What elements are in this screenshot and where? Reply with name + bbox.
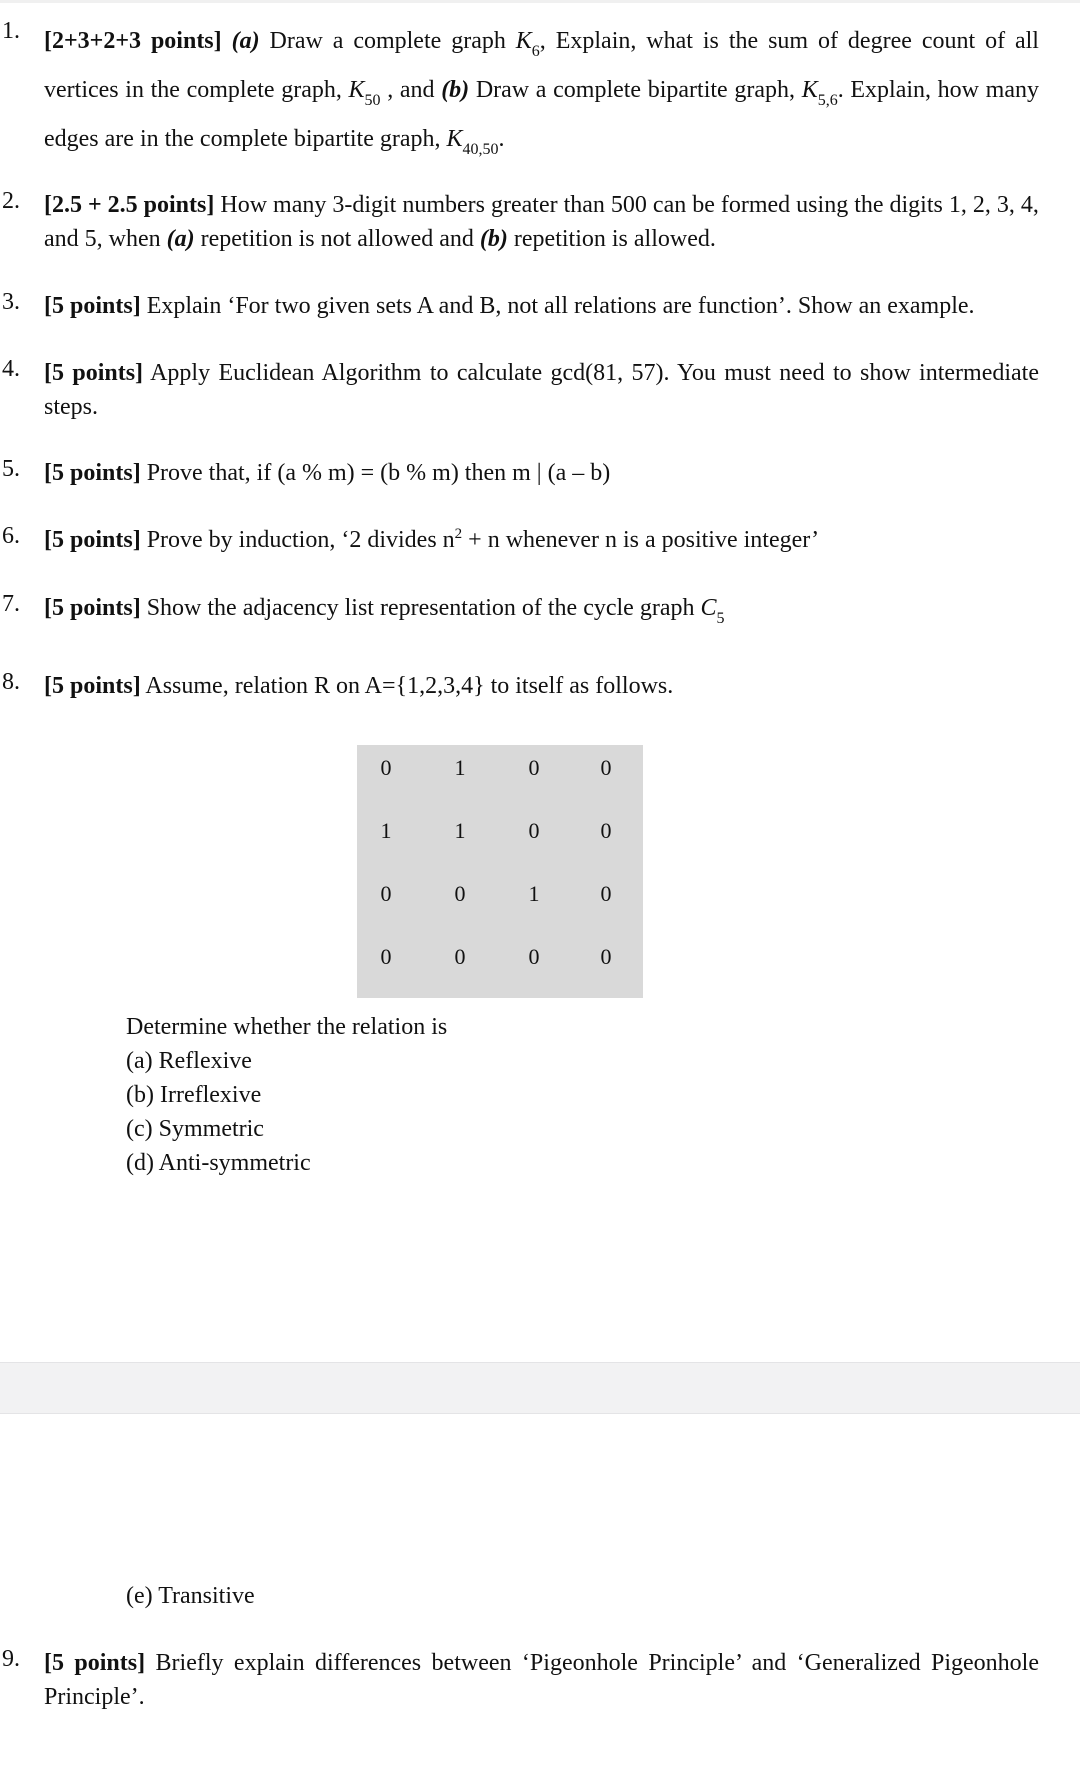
question-text: [5 points] Apply Euclidean Algorithm to calculate gcd(81, 57). You must need to show intermediate steps.	[44, 360, 1039, 420]
relation-matrix	[357, 745, 643, 998]
option-anti-symmetric: (d) Anti-symmetric	[126, 1150, 311, 1176]
option-reflexive: (a) Reflexive	[126, 1048, 252, 1074]
points-label: [5 points]	[44, 673, 141, 699]
points-label: [2+3+2+3 points]	[44, 28, 222, 54]
part-label-a: (a)	[231, 28, 260, 54]
top-divider	[0, 0, 1080, 3]
question-number: 3.	[2, 289, 20, 315]
question-text: [2.5 + 2.5 points] How many 3-digit numbers greater than 500 can be formed using the digits 1, 2, 3, 4, and 5, when (a) repetition is not allowed and (b) repetition is allowed.	[44, 192, 1039, 252]
part-label-a: (a)	[166, 226, 195, 252]
matrix-cell: 0	[528, 818, 540, 843]
points-label: [5 points]	[44, 360, 144, 386]
matrix-cell: 0	[454, 881, 466, 906]
question-text: [5 points] Briefly explain differences between ‘Pigeonhole Principle’ and ‘Generalized Pigeonhole Principle’.	[44, 1650, 1039, 1710]
points-label: [5 points]	[44, 595, 141, 621]
question-text: [5 points] Prove by induction, ‘2 divides $n^2 + n$ whenever n is a positive integer’	[44, 526, 820, 553]
question-number: 5.	[2, 456, 20, 482]
points-label: [2.5 + 2.5 points]	[44, 192, 215, 218]
points-label: [5 points]	[44, 293, 141, 319]
question-number: 6.	[2, 523, 20, 549]
question-number: 9.	[2, 1646, 20, 1672]
question-text: [5 points] Show the adjacency list representation of the cycle graph $C_5$	[44, 595, 725, 627]
part-label-b: (b)	[479, 226, 508, 252]
question-text: [5 points] Explain ‘For two given sets A and B, not all relations are function’. Show an example.	[44, 293, 975, 319]
matrix-cell: 0	[528, 944, 540, 969]
matrix-cell: 1	[528, 881, 540, 906]
matrix-cell: 1	[454, 818, 466, 843]
question-number: 8.	[2, 669, 20, 695]
matrix-cell: 1	[380, 818, 392, 843]
option-symmetric: (c) Symmetric	[126, 1116, 264, 1142]
points-label: [5 points]	[44, 460, 141, 486]
points-label: [5 points]	[44, 527, 141, 553]
matrix-cell: 0	[600, 944, 612, 969]
question-text: [2+3+2+3 points] (a) Draw a complete graph $K_6$, Explain, what is the sum of degree count of all vertices in the complete graph, $K_{50}$ , and (b) Draw a complete bipartite graph, $K_{5,6}$. Explain, how many edges are in the complete bipartite graph, $K_{40,50}$.	[44, 28, 1039, 158]
page-break-band	[0, 1362, 1080, 1414]
question-text: [5 points] Assume, relation R on A={1,2,3,4} to itself as follows.	[44, 673, 674, 699]
matrix-cell: 0	[380, 944, 392, 969]
matrix-cell: 0	[380, 881, 392, 906]
part-label-b: (b)	[441, 77, 470, 103]
matrix-cell: 0	[600, 755, 612, 780]
question-text: [5 points] Prove that, if (a % m) = (b % m) then m | (a – b)	[44, 460, 611, 486]
question-number: 4.	[2, 356, 20, 382]
matrix-cell: 0	[380, 755, 392, 780]
question-number: 1.	[2, 18, 20, 44]
matrix-cell: 0	[600, 818, 612, 843]
matrix-cell: 1	[454, 755, 466, 780]
matrix-cell: 0	[454, 944, 466, 969]
question-number: 2.	[2, 188, 20, 214]
relation-properties-list	[126, 1010, 447, 1180]
question-number: 7.	[2, 591, 20, 617]
option-irreflexive: (b) Irreflexive	[126, 1082, 262, 1108]
matrix-cell: 0	[528, 755, 540, 780]
relation-prompt: Determine whether the relation is	[126, 1014, 448, 1040]
option-transitive: (e) Transitive	[126, 1583, 255, 1609]
matrix-cell: 0	[600, 881, 612, 906]
points-label: [5 points]	[44, 1650, 146, 1676]
